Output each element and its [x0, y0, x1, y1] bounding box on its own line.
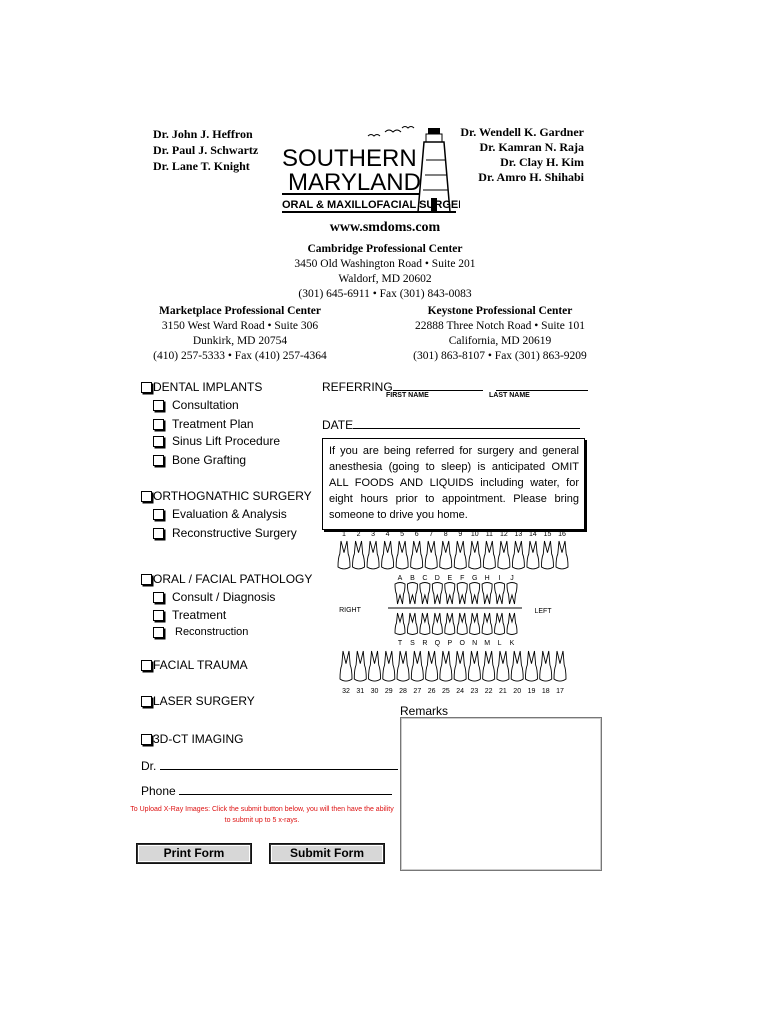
section-label: ORAL / FACIAL PATHOLOGY [153, 572, 313, 586]
facial-trauma-checkbox[interactable] [141, 660, 152, 671]
option-label: Treatment [172, 608, 227, 622]
tooth-number: 2 [356, 531, 361, 538]
office-street: 3450 Old Washington Road • Suite 201 [294, 258, 476, 270]
option-label: Treatment Plan [172, 417, 254, 431]
primary-tooth-letter: R [422, 640, 428, 647]
dental-implants-checkbox[interactable] [141, 382, 152, 393]
section-label: FACIAL TRAUMA [153, 658, 248, 672]
section-label: 3D-CT IMAGING [153, 732, 244, 746]
option-label: Bone Grafting [172, 453, 247, 467]
tooth-number: 7 [429, 531, 434, 538]
referring-last-name-field[interactable] [496, 380, 588, 391]
upper-tooth-9[interactable] [454, 541, 466, 569]
upper-tooth-5[interactable] [396, 541, 408, 569]
lower-tooth-24[interactable] [454, 651, 466, 681]
lower-tooth-31[interactable] [354, 651, 366, 681]
lower-tooth-32[interactable] [340, 651, 352, 681]
primary-tooth-letter: C [422, 575, 428, 582]
consultation-checkbox[interactable] [153, 400, 164, 411]
lower-tooth-30[interactable] [369, 651, 381, 681]
primary-lower-tooth-S[interactable] [407, 613, 417, 635]
first-name-caption: FIRST NAME [386, 392, 429, 399]
logo-line1: SOUTHERN [282, 145, 417, 172]
office-name: Keystone Professional Center [427, 305, 573, 317]
evaluation-checkbox[interactable] [153, 509, 164, 520]
tooth-number: 29 [384, 688, 393, 695]
bone-grafting-checkbox[interactable] [153, 455, 164, 466]
tooth-number: 30 [370, 688, 379, 695]
option-row [153, 417, 254, 431]
tooth-chart-diagram [336, 527, 570, 697]
primary-tooth-letter: S [410, 640, 415, 647]
primary-tooth-letter: T [397, 640, 403, 647]
consult-diagnosis-checkbox[interactable] [153, 592, 164, 603]
right-label: RIGHT [339, 607, 361, 614]
tooth-number: 17 [556, 688, 564, 695]
last-name-caption: LAST NAME [489, 392, 530, 399]
primary-tooth-letter: E [447, 575, 453, 582]
option-label: Consultation [172, 398, 239, 412]
primary-tooth-letter: I [498, 575, 501, 582]
reconstruction-checkbox[interactable] [153, 627, 164, 638]
office-phone: (301) 645-6911 • Fax (301) 843-0083 [298, 288, 472, 300]
option-label: Reconstruction [175, 626, 249, 638]
primary-tooth-letter: K [509, 640, 515, 647]
office-street: 3150 West Ward Road • Suite 306 [161, 320, 319, 332]
lighthouse-logo-icon [280, 120, 460, 216]
treatment-plan-checkbox[interactable] [153, 419, 164, 430]
tooth-number: 19 [527, 688, 536, 695]
primary-tooth-letter: Q [434, 640, 441, 647]
phone-field[interactable] [179, 782, 392, 795]
date-label: DATE [322, 418, 354, 432]
tooth-number: 9 [458, 531, 463, 538]
tooth-number: 25 [441, 688, 450, 695]
referring-first-name-field[interactable] [393, 380, 483, 391]
left-doctor-list [153, 126, 258, 174]
primary-tooth-letter: G [471, 575, 478, 582]
lower-tooth-20[interactable] [511, 651, 523, 681]
treatment-checkbox[interactable] [153, 610, 164, 621]
doctor-name: Dr. Kamran N. Raja [479, 140, 584, 154]
tooth-number: 32 [342, 688, 350, 695]
primary-lower-tooth-N[interactable] [470, 613, 480, 635]
tooth-number: 22 [484, 688, 493, 695]
office-name: Marketplace Professional Center [158, 305, 322, 317]
section-label: DENTAL IMPLANTS [153, 380, 263, 394]
lower-tooth-19[interactable] [525, 651, 537, 681]
upper-tooth-4[interactable] [382, 541, 394, 569]
tooth-number: 10 [470, 531, 479, 538]
option-row [153, 507, 287, 521]
tooth-number: 12 [499, 531, 508, 538]
laser-surgery-section [141, 694, 255, 708]
upper-tooth-16[interactable] [556, 541, 568, 569]
referring-label: REFERRING [322, 380, 393, 394]
upload-instructions: To Upload X-Ray Images: Click the submit button below, you will then have the ability to submit up to 5 x-rays. [130, 806, 394, 824]
option-label: Sinus Lift Procedure [172, 434, 281, 448]
anesthesia-notice: If you are being referred for surgery and general anesthesia (going to sleep) is anticipated OMIT ALL FOODS AND LIQUIDS including water, for eight hours prior to appointment. Please bring someone to drive you home. [322, 438, 585, 530]
section-label: ORTHOGNATHIC SURGERY [153, 489, 312, 503]
office-name: Cambridge Professional Center [307, 243, 463, 255]
primary-tooth-letter: H [484, 575, 490, 582]
logo-line3: ORAL & MAXILLOFACIAL SURGERY [282, 199, 460, 211]
marketplace-office [140, 304, 340, 364]
lower-tooth-25[interactable] [440, 651, 452, 681]
primary-lower-tooth-T[interactable] [395, 613, 405, 635]
tooth-number: 31 [356, 688, 365, 695]
imaging-section [141, 732, 243, 746]
referring-row [322, 380, 588, 394]
website-link[interactable]: www.smdoms.com [329, 220, 441, 235]
primary-upper-tooth-I[interactable] [495, 583, 505, 605]
doctor-name: Dr. Amro H. Shihabi [478, 170, 584, 184]
primary-tooth-letter: D [434, 575, 440, 582]
primary-tooth-letter: N [472, 640, 478, 647]
office-phone: (301) 863-8107 • Fax (301) 863-9209 [413, 350, 587, 362]
cambridge-office [0, 242, 770, 302]
lower-tooth-17[interactable] [554, 651, 566, 681]
lower-tooth-26[interactable] [426, 651, 438, 681]
orthognathic-section [141, 489, 312, 503]
doctor-name: Dr. Paul J. Schwartz [153, 143, 259, 157]
tooth-number: 14 [529, 531, 537, 538]
office-street: 22888 Three Notch Road • Suite 101 [415, 320, 585, 332]
primary-lower-tooth-L[interactable] [495, 613, 505, 635]
tooth-number: 23 [470, 688, 479, 695]
tooth-number: 1 [342, 531, 346, 538]
lower-tooth-29[interactable] [383, 651, 395, 681]
tooth-number: 15 [543, 531, 552, 538]
office-city: Dunkirk, MD 20754 [192, 335, 288, 347]
upper-tooth-1[interactable] [338, 541, 350, 569]
option-row [153, 526, 297, 540]
office-city: California, MD 20619 [448, 335, 552, 347]
tooth-number: 16 [558, 531, 566, 538]
tooth-number: 27 [413, 688, 422, 695]
option-row [153, 626, 248, 638]
office-city: Waldorf, MD 20602 [338, 273, 432, 285]
upper-tooth-12[interactable] [498, 541, 510, 569]
dr-label: Dr. [141, 759, 157, 773]
lower-tooth-18[interactable] [540, 651, 552, 681]
doctor-name: Dr. Lane T. Knight [153, 159, 250, 173]
option-row [153, 608, 226, 622]
tooth-number: 6 [414, 531, 419, 538]
upper-tooth-14[interactable] [527, 541, 539, 569]
option-row [153, 453, 246, 467]
doctor-name: Dr. Wendell K. Gardner [460, 125, 584, 139]
upper-tooth-13[interactable] [512, 541, 524, 569]
tooth-number: 20 [513, 688, 522, 695]
upper-tooth-6[interactable] [411, 541, 423, 569]
right-doctor-list [460, 125, 584, 185]
practice-logo [280, 120, 460, 216]
tooth-number: 21 [499, 688, 507, 695]
date-field[interactable] [353, 418, 580, 429]
lower-tooth-22[interactable] [483, 651, 495, 681]
upper-tooth-3[interactable] [367, 541, 379, 569]
date-row [322, 418, 580, 432]
option-row [153, 590, 275, 604]
laser-surgery-checkbox[interactable] [141, 696, 152, 707]
primary-tooth-letter: O [459, 640, 465, 647]
pathology-section [141, 572, 312, 586]
tooth-number: 11 [485, 531, 493, 538]
primary-upper-tooth-A[interactable] [395, 583, 405, 605]
dental-implants-section [141, 380, 262, 394]
primary-upper-tooth-F[interactable] [457, 583, 467, 605]
tooth-number: 24 [456, 688, 465, 695]
upper-tooth-10[interactable] [469, 541, 481, 569]
reconstructive-surgery-checkbox[interactable] [153, 528, 164, 539]
tooth-number: 8 [443, 531, 448, 538]
phone-label: Phone [141, 784, 176, 798]
option-label: Consult / Diagnosis [172, 590, 276, 604]
dr-field-row [141, 757, 398, 773]
office-phone: (410) 257-5333 • Fax (410) 257-4364 [153, 350, 327, 362]
upper-tooth-11[interactable] [483, 541, 495, 569]
phone-field-row [141, 782, 392, 798]
primary-upper-tooth-E[interactable] [445, 583, 455, 605]
lower-tooth-21[interactable] [497, 651, 509, 681]
lower-tooth-27[interactable] [411, 651, 423, 681]
left-label: LEFT [534, 608, 552, 615]
primary-tooth-letter: A [397, 575, 403, 582]
doctor-name: Dr. John J. Heffron [153, 127, 253, 141]
tooth-chart [336, 527, 570, 697]
primary-lower-tooth-O[interactable] [457, 613, 467, 635]
remarks-textarea[interactable] [400, 717, 602, 871]
primary-lower-tooth-R[interactable] [420, 613, 430, 635]
primary-tooth-letter: J [510, 575, 514, 582]
option-row [153, 398, 239, 412]
primary-lower-tooth-K[interactable] [507, 613, 517, 635]
upper-tooth-15[interactable] [541, 541, 553, 569]
keystone-office [400, 304, 600, 364]
pathology-checkbox[interactable] [141, 574, 152, 585]
sinus-lift-checkbox[interactable] [153, 436, 164, 447]
submit-form-button[interactable]: Submit Form [270, 844, 384, 863]
primary-lower-tooth-Q[interactable] [432, 613, 442, 635]
remarks-label: Remarks [400, 704, 449, 718]
option-label: Evaluation & Analysis [172, 507, 287, 521]
option-row [153, 434, 280, 448]
primary-tooth-letter: M [484, 640, 491, 647]
tooth-number: 13 [514, 531, 523, 538]
lower-tooth-23[interactable] [468, 651, 480, 681]
tooth-number: 3 [371, 531, 376, 538]
upper-tooth-7[interactable] [425, 541, 437, 569]
upper-tooth-2[interactable] [353, 541, 365, 569]
primary-lower-tooth-P[interactable] [445, 613, 455, 635]
print-form-button[interactable]: Print Form [137, 844, 251, 863]
upper-tooth-8[interactable] [440, 541, 452, 569]
lower-tooth-28[interactable] [397, 651, 409, 681]
primary-upper-tooth-C[interactable] [420, 583, 430, 605]
primary-upper-tooth-D[interactable] [432, 583, 442, 605]
primary-upper-tooth-J[interactable] [507, 583, 517, 605]
imaging-checkbox[interactable] [141, 734, 152, 745]
orthognathic-checkbox[interactable] [141, 491, 152, 502]
primary-tooth-letter: P [447, 640, 453, 647]
primary-tooth-letter: F [460, 575, 465, 582]
option-label: Reconstructive Surgery [172, 526, 297, 540]
tooth-number: 28 [399, 688, 407, 695]
section-label: LASER SURGERY [153, 694, 255, 708]
primary-upper-tooth-G[interactable] [470, 583, 480, 605]
primary-tooth-letter: L [497, 640, 502, 647]
primary-upper-tooth-B[interactable] [407, 583, 417, 605]
tooth-number: 26 [427, 688, 436, 695]
doctor-name: Dr. Clay H. Kim [500, 155, 584, 169]
facial-trauma-section [141, 658, 248, 672]
tooth-number: 18 [541, 688, 550, 695]
tooth-number: 5 [400, 531, 405, 538]
primary-tooth-letter: B [410, 575, 415, 582]
tooth-number: 4 [385, 531, 390, 538]
primary-upper-tooth-H[interactable] [482, 583, 492, 605]
logo-line2: MARYLAND [288, 169, 421, 196]
primary-lower-tooth-M[interactable] [482, 613, 492, 635]
dr-name-field[interactable] [160, 757, 398, 770]
